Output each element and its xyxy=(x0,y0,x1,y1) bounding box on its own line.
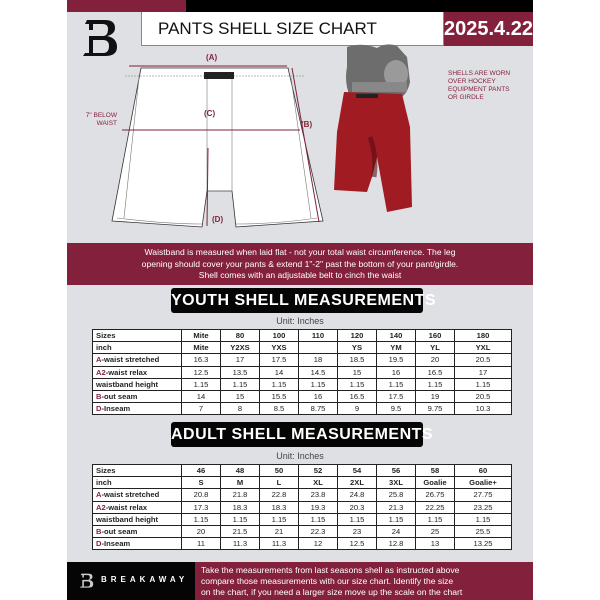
measure-code: A2 xyxy=(96,502,106,512)
measure-name: waistband height xyxy=(96,379,159,389)
table-row xyxy=(93,378,512,390)
table-cell: 1.15 xyxy=(221,378,260,390)
measure-code: D xyxy=(96,539,102,549)
youth-unit: Unit: Inches xyxy=(276,316,324,326)
table-cell: 24 xyxy=(377,525,416,537)
table-cell: 54 xyxy=(338,465,377,477)
table-cell: 25 xyxy=(416,525,455,537)
table-cell: 20.3 xyxy=(338,501,377,513)
row-label xyxy=(93,354,182,366)
measure-name: Sizes xyxy=(96,466,116,476)
table-row xyxy=(93,477,512,489)
measure-code: A2 xyxy=(96,367,106,377)
table-cell: 1.15 xyxy=(221,513,260,525)
table-cell: Goalie xyxy=(416,477,455,489)
table-cell: 1.15 xyxy=(299,378,338,390)
table-cell: 20 xyxy=(416,354,455,366)
size-chart-page xyxy=(67,0,533,600)
row-label xyxy=(93,342,182,354)
table-cell: 110 xyxy=(299,330,338,342)
table-cell: 16 xyxy=(377,366,416,378)
row-label xyxy=(93,366,182,378)
note-line: EQUIPMENT PANTS xyxy=(448,86,510,93)
instruction-line: on the chart, if you need a larger size move up the scale on the chart xyxy=(201,587,463,597)
measure-name: inch xyxy=(96,343,112,353)
table-cell: M xyxy=(221,477,260,489)
table-cell: 16 xyxy=(299,390,338,402)
table-cell: 19 xyxy=(416,390,455,402)
table-cell: Mite xyxy=(182,330,221,342)
label-a: (A) xyxy=(206,53,218,62)
footer-instructions xyxy=(195,562,533,600)
table-cell: 23.25 xyxy=(455,501,512,513)
table-row xyxy=(93,525,512,537)
row-label xyxy=(93,330,182,342)
youth-size-table xyxy=(92,329,512,415)
page-title: PANTS SHELL SIZE CHART xyxy=(141,12,444,46)
instruction-line: compare those measurements with our size chart. Identify the size xyxy=(201,576,454,586)
table-cell: 7 xyxy=(182,403,221,415)
table-cell: 22.8 xyxy=(260,489,299,501)
table-cell: 14 xyxy=(182,390,221,402)
measure-name: inch xyxy=(96,478,112,488)
table-cell: 3XL xyxy=(377,477,416,489)
measure-name: -waist stretched xyxy=(101,490,160,500)
table-row xyxy=(93,501,512,513)
measure-name: -waist relax xyxy=(105,502,148,512)
table-cell: 25.8 xyxy=(377,489,416,501)
info-line: opening should cover your pants & extend 1"-2" past the bottom of your pant/girdle. xyxy=(141,258,459,269)
table-cell: 1.15 xyxy=(455,378,512,390)
table-cell: 52 xyxy=(299,465,338,477)
table-cell: 1.15 xyxy=(260,513,299,525)
table-cell: 56 xyxy=(377,465,416,477)
row-label xyxy=(93,403,182,415)
table-row xyxy=(93,465,512,477)
row-label xyxy=(93,489,182,501)
row-label xyxy=(93,538,182,550)
table-cell: 15.5 xyxy=(260,390,299,402)
table-cell: 14 xyxy=(260,366,299,378)
measure-name: -out seam xyxy=(101,527,138,537)
row-label xyxy=(93,390,182,402)
table-cell: 13.5 xyxy=(221,366,260,378)
table-cell: 1.15 xyxy=(416,513,455,525)
table-cell: Y2XS xyxy=(221,342,260,354)
table-cell: 14.5 xyxy=(299,366,338,378)
info-line: Shell comes with an adjustable belt to cinch the waist xyxy=(198,270,402,280)
table-cell: 20.5 xyxy=(455,390,512,402)
table-cell: 48 xyxy=(221,465,260,477)
table-cell: YS xyxy=(338,342,377,354)
table-cell: 120 xyxy=(338,330,377,342)
table-cell: 10.3 xyxy=(455,403,512,415)
table-cell: XL xyxy=(299,477,338,489)
youth-heading: YOUTH SHELL MEASUREMENTS xyxy=(171,288,423,313)
adult-heading: ADULT SHELL MEASUREMENTS xyxy=(171,422,423,447)
table-cell: 15 xyxy=(221,390,260,402)
table-cell: 17.3 xyxy=(182,501,221,513)
note-line: 7" BELOW xyxy=(85,112,117,119)
label-b: (B) xyxy=(301,120,313,129)
table-cell: YXS xyxy=(260,342,299,354)
table-cell: 1.15 xyxy=(338,378,377,390)
table-cell: 1.15 xyxy=(416,378,455,390)
table-row xyxy=(93,489,512,501)
table-cell: 26.75 xyxy=(416,489,455,501)
table-cell: 27.75 xyxy=(455,489,512,501)
table-row xyxy=(93,403,512,415)
table-cell: 18.3 xyxy=(221,501,260,513)
table-cell: 50 xyxy=(260,465,299,477)
measure-name: -out seam xyxy=(101,392,138,402)
measure-code: B xyxy=(96,527,102,537)
photo-note xyxy=(448,70,510,102)
measuring-info-band xyxy=(67,243,533,285)
measure-name: waistband height xyxy=(96,514,159,524)
table-cell: 21.3 xyxy=(377,501,416,513)
table-cell: 1.15 xyxy=(338,513,377,525)
table-cell: 20 xyxy=(182,525,221,537)
table-cell: 12.5 xyxy=(182,366,221,378)
table-cell: YXL xyxy=(455,342,512,354)
table-cell: 21.8 xyxy=(221,489,260,501)
pants-shell-photo xyxy=(332,42,444,222)
brand-name: BREAKAWAY xyxy=(101,575,189,584)
table-cell: YM xyxy=(377,342,416,354)
note-line: OR GIRDLE xyxy=(448,94,484,101)
table-cell: 21.5 xyxy=(221,525,260,537)
table-cell: L xyxy=(260,477,299,489)
table-cell: S xyxy=(182,477,221,489)
table-cell: 13 xyxy=(416,538,455,550)
table-cell: 9.75 xyxy=(416,403,455,415)
table-cell: 19.5 xyxy=(377,354,416,366)
table-cell: YL xyxy=(416,342,455,354)
table-cell: 1.15 xyxy=(377,378,416,390)
table-cell: 12 xyxy=(299,538,338,550)
top-accent-bar xyxy=(67,0,186,12)
table-cell: 9.5 xyxy=(377,403,416,415)
table-cell: 18.5 xyxy=(338,354,377,366)
table-cell: 16.5 xyxy=(338,390,377,402)
measure-code: B xyxy=(96,392,102,402)
row-label xyxy=(93,477,182,489)
table-cell: 8 xyxy=(221,403,260,415)
table-cell: 11.3 xyxy=(221,538,260,550)
table-cell: 22.25 xyxy=(416,501,455,513)
label-c: (C) xyxy=(204,109,216,118)
table-cell xyxy=(299,342,338,354)
table-cell: 1.15 xyxy=(182,378,221,390)
table-cell: 1.15 xyxy=(260,378,299,390)
measure-code: A xyxy=(96,490,102,500)
adult-unit: Unit: Inches xyxy=(276,451,324,461)
table-cell: 20.8 xyxy=(182,489,221,501)
row-label xyxy=(93,525,182,537)
table-cell: 1.15 xyxy=(182,513,221,525)
table-cell: 20.5 xyxy=(455,354,512,366)
note-line: SHELLS ARE WORN xyxy=(448,70,511,77)
table-cell: 11.3 xyxy=(260,538,299,550)
table-cell: 12.8 xyxy=(377,538,416,550)
measure-code: D xyxy=(96,404,102,414)
date-badge: 2025.4.22 xyxy=(444,12,533,46)
table-cell: 58 xyxy=(416,465,455,477)
table-cell: 25.5 xyxy=(455,525,512,537)
table-cell: 16.5 xyxy=(416,366,455,378)
row-label xyxy=(93,513,182,525)
table-cell: 160 xyxy=(416,330,455,342)
top-black-bar xyxy=(186,0,533,12)
table-cell: 46 xyxy=(182,465,221,477)
row-label xyxy=(93,501,182,513)
info-line: Waistband is measured when laid flat - not your total waist circumference. The leg xyxy=(144,247,456,257)
measure-code: A xyxy=(96,355,102,365)
instruction-line: Take the measurements from last seasons shell as instructed above xyxy=(201,565,460,575)
table-cell: 60 xyxy=(455,465,512,477)
table-cell: 8.5 xyxy=(260,403,299,415)
table-cell: 16.3 xyxy=(182,354,221,366)
adult-size-table xyxy=(92,464,512,550)
table-cell: 23.8 xyxy=(299,489,338,501)
table-cell: 23 xyxy=(338,525,377,537)
note-line: OVER HOCKEY xyxy=(448,78,496,85)
note-line: WAIST xyxy=(96,120,117,127)
row-label xyxy=(93,378,182,390)
table-cell: 15 xyxy=(338,366,377,378)
table-cell: Mite xyxy=(182,342,221,354)
measure-name: -Inseam xyxy=(101,404,131,414)
table-cell: 17 xyxy=(221,354,260,366)
table-cell: 11 xyxy=(182,538,221,550)
measure-name: Sizes xyxy=(96,331,116,341)
table-cell: 18.3 xyxy=(260,501,299,513)
table-cell: 1.15 xyxy=(455,513,512,525)
table-cell: 17.5 xyxy=(377,390,416,402)
c-measurement-note xyxy=(77,112,117,128)
table-cell: 22.3 xyxy=(299,525,338,537)
table-cell: 80 xyxy=(221,330,260,342)
table-cell: 18 xyxy=(299,354,338,366)
table-row xyxy=(93,354,512,366)
table-cell: 17 xyxy=(455,366,512,378)
measure-name: -waist stretched xyxy=(101,355,160,365)
table-cell: 1.15 xyxy=(299,513,338,525)
table-cell: 24.8 xyxy=(338,489,377,501)
measure-name: -Inseam xyxy=(101,539,131,549)
table-row xyxy=(93,342,512,354)
table-cell: 9 xyxy=(338,403,377,415)
table-cell: 140 xyxy=(377,330,416,342)
table-cell: 21 xyxy=(260,525,299,537)
footer-logo-icon xyxy=(79,572,95,590)
table-cell: 19.3 xyxy=(299,501,338,513)
table-row xyxy=(93,390,512,402)
label-d: (D) xyxy=(212,215,224,224)
table-cell: 1.15 xyxy=(377,513,416,525)
table-cell: Goalie+ xyxy=(455,477,512,489)
table-cell: 17.5 xyxy=(260,354,299,366)
measure-name: -waist relax xyxy=(105,367,148,377)
table-row xyxy=(93,366,512,378)
row-label xyxy=(93,465,182,477)
table-cell: 100 xyxy=(260,330,299,342)
table-cell: 2XL xyxy=(338,477,377,489)
table-row xyxy=(93,513,512,525)
table-cell: 180 xyxy=(455,330,512,342)
table-row xyxy=(93,538,512,550)
table-row xyxy=(93,330,512,342)
table-cell: 12.5 xyxy=(338,538,377,550)
table-cell: 8.75 xyxy=(299,403,338,415)
table-cell: 13.25 xyxy=(455,538,512,550)
